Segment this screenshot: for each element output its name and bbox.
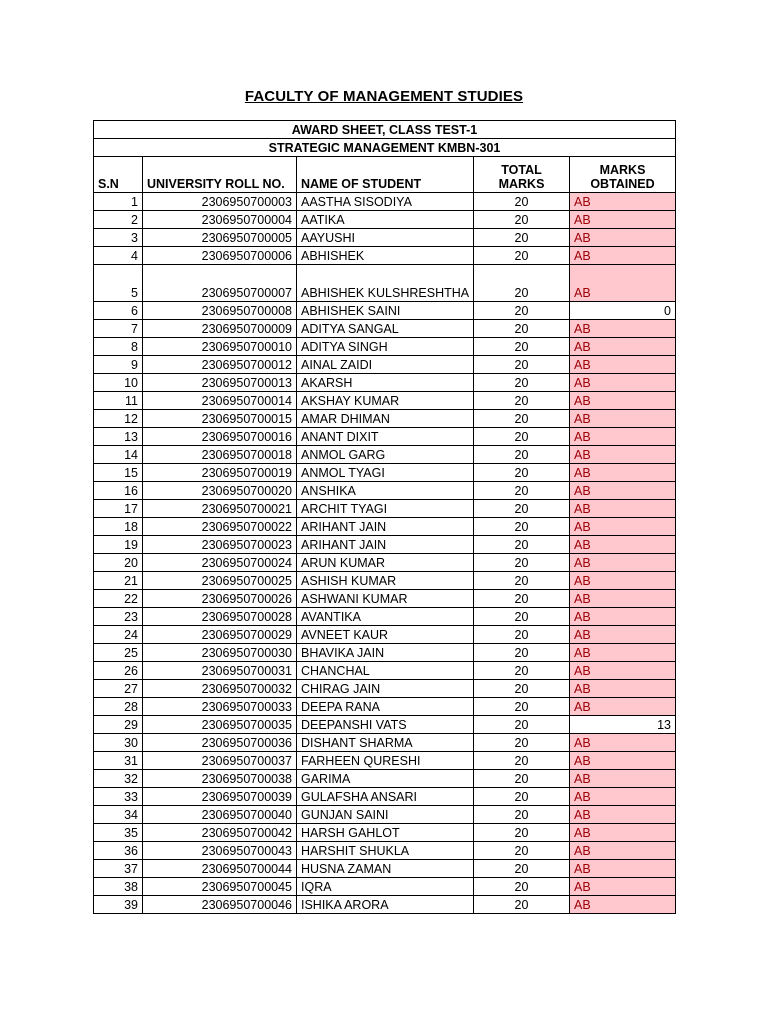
total-marks-cell: 20 xyxy=(474,644,570,662)
total-marks-cell: 20 xyxy=(474,464,570,482)
roll-no-cell: 2306950700025 xyxy=(143,572,297,590)
marks-obtained-cell: AB xyxy=(570,608,676,626)
marks-obtained-cell: AB xyxy=(570,320,676,338)
sn-cell: 31 xyxy=(94,752,143,770)
marks-obtained-cell: AB xyxy=(570,482,676,500)
student-name-cell: AASTHA SISODIYA xyxy=(297,193,474,211)
header-roll-no: UNIVERSITY ROLL NO. xyxy=(143,157,297,193)
student-name-cell: ANMOL TYAGI xyxy=(297,464,474,482)
marks-obtained-cell: AB xyxy=(570,410,676,428)
sn-cell: 20 xyxy=(94,554,143,572)
sn-cell: 15 xyxy=(94,464,143,482)
roll-no-cell: 2306950700022 xyxy=(143,518,297,536)
student-name-cell: ADITYA SINGH xyxy=(297,338,474,356)
roll-no-cell: 2306950700015 xyxy=(143,410,297,428)
roll-no-cell: 2306950700008 xyxy=(143,302,297,320)
sn-cell: 3 xyxy=(94,229,143,247)
roll-no-cell: 2306950700009 xyxy=(143,320,297,338)
table-row xyxy=(94,680,676,698)
student-name-cell: DEEPANSHI VATS xyxy=(297,716,474,734)
student-name-cell: ISHIKA ARORA xyxy=(297,896,474,914)
table-row xyxy=(94,229,676,247)
total-marks-cell: 20 xyxy=(474,878,570,896)
sn-cell: 4 xyxy=(94,247,143,265)
table-row xyxy=(94,500,676,518)
total-marks-cell: 20 xyxy=(474,716,570,734)
table-row xyxy=(94,536,676,554)
table-row xyxy=(94,698,676,716)
sn-cell: 9 xyxy=(94,356,143,374)
sn-cell: 19 xyxy=(94,536,143,554)
marks-obtained-cell: AB xyxy=(570,247,676,265)
roll-no-cell: 2306950700046 xyxy=(143,896,297,914)
sn-cell: 30 xyxy=(94,734,143,752)
marks-obtained-cell: AB xyxy=(570,211,676,229)
total-marks-cell: 20 xyxy=(474,428,570,446)
student-name-cell: ARUN KUMAR xyxy=(297,554,474,572)
table-row xyxy=(94,842,676,860)
total-marks-cell: 20 xyxy=(474,392,570,410)
table-row xyxy=(94,644,676,662)
roll-no-cell: 2306950700007 xyxy=(143,265,297,302)
marks-obtained-cell: AB xyxy=(570,770,676,788)
table-row xyxy=(94,896,676,914)
header-total-line1: TOTAL xyxy=(501,163,542,177)
total-marks-cell: 20 xyxy=(474,229,570,247)
roll-no-cell: 2306950700044 xyxy=(143,860,297,878)
student-name-cell: AKSHAY KUMAR xyxy=(297,392,474,410)
sn-cell: 39 xyxy=(94,896,143,914)
total-marks-cell: 20 xyxy=(474,374,570,392)
student-name-cell: AVANTIKA xyxy=(297,608,474,626)
student-name-cell: ABHISHEK KULSHRESHTHA xyxy=(297,265,474,302)
total-marks-cell: 20 xyxy=(474,770,570,788)
sn-cell: 14 xyxy=(94,446,143,464)
marks-obtained-cell: AB xyxy=(570,626,676,644)
table-row xyxy=(94,716,676,734)
column-header-row xyxy=(94,157,676,193)
marks-obtained-cell: AB xyxy=(570,464,676,482)
header-marks-obtained xyxy=(570,157,676,193)
student-name-cell: ARCHIT TYAGI xyxy=(297,500,474,518)
student-name-cell: DEEPA RANA xyxy=(297,698,474,716)
total-marks-cell: 20 xyxy=(474,842,570,860)
table-row xyxy=(94,608,676,626)
marks-obtained-cell: AB xyxy=(570,193,676,211)
marks-obtained-cell: AB xyxy=(570,698,676,716)
sn-cell: 32 xyxy=(94,770,143,788)
table-row xyxy=(94,392,676,410)
table-row xyxy=(94,193,676,211)
total-marks-cell: 20 xyxy=(474,320,570,338)
total-marks-cell: 20 xyxy=(474,626,570,644)
student-name-cell: AVNEET KAUR xyxy=(297,626,474,644)
marks-obtained-cell: AB xyxy=(570,752,676,770)
student-name-cell: AKARSH xyxy=(297,374,474,392)
table-row xyxy=(94,265,676,302)
table-row xyxy=(94,878,676,896)
table-row xyxy=(94,464,676,482)
table-row xyxy=(94,482,676,500)
roll-no-cell: 2306950700037 xyxy=(143,752,297,770)
student-name-cell: AMAR DHIMAN xyxy=(297,410,474,428)
sn-cell: 33 xyxy=(94,788,143,806)
roll-no-cell: 2306950700019 xyxy=(143,464,297,482)
student-name-cell: ABHISHEK xyxy=(297,247,474,265)
sn-cell: 37 xyxy=(94,860,143,878)
roll-no-cell: 2306950700036 xyxy=(143,734,297,752)
total-marks-cell: 20 xyxy=(474,265,570,302)
marks-obtained-cell: AB xyxy=(570,338,676,356)
roll-no-cell: 2306950700010 xyxy=(143,338,297,356)
student-name-cell: CHANCHAL xyxy=(297,662,474,680)
total-marks-cell: 20 xyxy=(474,734,570,752)
table-row xyxy=(94,824,676,842)
marks-obtained-cell: AB xyxy=(570,500,676,518)
student-name-cell: ADITYA SANGAL xyxy=(297,320,474,338)
sn-cell: 22 xyxy=(94,590,143,608)
sn-cell: 34 xyxy=(94,806,143,824)
subject-title: STRATEGIC MANAGEMENT KMBN-301 xyxy=(94,139,676,157)
sn-cell: 23 xyxy=(94,608,143,626)
marks-obtained-cell: AB xyxy=(570,860,676,878)
roll-no-cell: 2306950700016 xyxy=(143,428,297,446)
total-marks-cell: 20 xyxy=(474,356,570,374)
roll-no-cell: 2306950700013 xyxy=(143,374,297,392)
sn-cell: 7 xyxy=(94,320,143,338)
sn-cell: 28 xyxy=(94,698,143,716)
marks-obtained-cell: 13 xyxy=(570,716,676,734)
student-name-cell: GUNJAN SAINI xyxy=(297,806,474,824)
total-marks-cell: 20 xyxy=(474,806,570,824)
table-row xyxy=(94,860,676,878)
table-row xyxy=(94,446,676,464)
roll-no-cell: 2306950700045 xyxy=(143,878,297,896)
marks-obtained-cell: AB xyxy=(570,788,676,806)
total-marks-cell: 20 xyxy=(474,662,570,680)
student-name-cell: CHIRAG JAIN xyxy=(297,680,474,698)
total-marks-cell: 20 xyxy=(474,536,570,554)
sn-cell: 12 xyxy=(94,410,143,428)
page-title: FACULTY OF MANAGEMENT STUDIES xyxy=(244,88,524,105)
student-name-cell: ARIHANT JAIN xyxy=(297,518,474,536)
student-name-cell: ASHWANI KUMAR xyxy=(297,590,474,608)
roll-no-cell: 2306950700014 xyxy=(143,392,297,410)
student-name-cell: ANMOL GARG xyxy=(297,446,474,464)
table-row xyxy=(94,572,676,590)
roll-no-cell: 2306950700043 xyxy=(143,842,297,860)
marks-obtained-cell: AB xyxy=(570,734,676,752)
total-marks-cell: 20 xyxy=(474,752,570,770)
total-marks-cell: 20 xyxy=(474,247,570,265)
table-row xyxy=(94,374,676,392)
student-name-cell: AAYUSHI xyxy=(297,229,474,247)
header-total-line2: MARKS xyxy=(498,177,545,191)
sn-cell: 38 xyxy=(94,878,143,896)
sn-cell: 27 xyxy=(94,680,143,698)
marks-obtained-cell: AB xyxy=(570,446,676,464)
total-marks-cell: 20 xyxy=(474,302,570,320)
total-marks-cell: 20 xyxy=(474,896,570,914)
marks-obtained-cell: AB xyxy=(570,842,676,860)
marks-obtained-cell: AB xyxy=(570,392,676,410)
total-marks-cell: 20 xyxy=(474,410,570,428)
roll-no-cell: 2306950700020 xyxy=(143,482,297,500)
marks-obtained-cell: AB xyxy=(570,265,676,302)
marks-obtained-cell: AB xyxy=(570,896,676,914)
table-row xyxy=(94,590,676,608)
total-marks-cell: 20 xyxy=(474,554,570,572)
total-marks-cell: 20 xyxy=(474,482,570,500)
total-marks-cell: 20 xyxy=(474,211,570,229)
roll-no-cell: 2306950700033 xyxy=(143,698,297,716)
marks-obtained-cell: AB xyxy=(570,374,676,392)
sn-cell: 11 xyxy=(94,392,143,410)
total-marks-cell: 20 xyxy=(474,788,570,806)
table-row xyxy=(94,662,676,680)
marks-obtained-cell: AB xyxy=(570,536,676,554)
table-row xyxy=(94,356,676,374)
roll-no-cell: 2306950700026 xyxy=(143,590,297,608)
marks-obtained-cell: AB xyxy=(570,572,676,590)
marks-obtained-cell: AB xyxy=(570,590,676,608)
table-row xyxy=(94,626,676,644)
roll-no-cell: 2306950700042 xyxy=(143,824,297,842)
student-name-cell: AATIKA xyxy=(297,211,474,229)
student-name-cell: HARSH GAHLOT xyxy=(297,824,474,842)
sn-cell: 36 xyxy=(94,842,143,860)
sn-cell: 16 xyxy=(94,482,143,500)
sn-cell: 21 xyxy=(94,572,143,590)
marks-obtained-cell: AB xyxy=(570,680,676,698)
sn-cell: 13 xyxy=(94,428,143,446)
marks-obtained-cell: 0 xyxy=(570,302,676,320)
table-row xyxy=(94,554,676,572)
sn-cell: 8 xyxy=(94,338,143,356)
total-marks-cell: 20 xyxy=(474,608,570,626)
table-row xyxy=(94,410,676,428)
student-rows xyxy=(94,193,676,914)
roll-no-cell: 2306950700012 xyxy=(143,356,297,374)
marks-obtained-cell: AB xyxy=(570,229,676,247)
sn-cell: 29 xyxy=(94,716,143,734)
total-marks-cell: 20 xyxy=(474,590,570,608)
sn-cell: 17 xyxy=(94,500,143,518)
total-marks-cell: 20 xyxy=(474,338,570,356)
table-row xyxy=(94,788,676,806)
roll-no-cell: 2306950700030 xyxy=(143,644,297,662)
marks-obtained-cell: AB xyxy=(570,428,676,446)
roll-no-cell: 2306950700018 xyxy=(143,446,297,464)
total-marks-cell: 20 xyxy=(474,500,570,518)
student-name-cell: GULAFSHA ANSARI xyxy=(297,788,474,806)
table-row xyxy=(94,302,676,320)
sn-cell: 1 xyxy=(94,193,143,211)
student-name-cell: ANSHIKA xyxy=(297,482,474,500)
header-student-name: NAME OF STUDENT xyxy=(297,157,474,193)
sn-cell: 35 xyxy=(94,824,143,842)
roll-no-cell: 2306950700028 xyxy=(143,608,297,626)
roll-no-cell: 2306950700004 xyxy=(143,211,297,229)
table-row xyxy=(94,734,676,752)
total-marks-cell: 20 xyxy=(474,824,570,842)
student-name-cell: BHAVIKA JAIN xyxy=(297,644,474,662)
roll-no-cell: 2306950700035 xyxy=(143,716,297,734)
sn-cell: 24 xyxy=(94,626,143,644)
sn-cell: 18 xyxy=(94,518,143,536)
total-marks-cell: 20 xyxy=(474,572,570,590)
student-name-cell: ASHISH KUMAR xyxy=(297,572,474,590)
marks-obtained-cell: AB xyxy=(570,878,676,896)
roll-no-cell: 2306950700024 xyxy=(143,554,297,572)
header-marks-line2: OBTAINED xyxy=(590,177,655,191)
table-row xyxy=(94,247,676,265)
total-marks-cell: 20 xyxy=(474,193,570,211)
roll-no-cell: 2306950700006 xyxy=(143,247,297,265)
award-sheet-table xyxy=(93,120,676,914)
roll-no-cell: 2306950700023 xyxy=(143,536,297,554)
roll-no-cell: 2306950700005 xyxy=(143,229,297,247)
marks-obtained-cell: AB xyxy=(570,356,676,374)
sn-cell: 5 xyxy=(94,265,143,302)
table-row xyxy=(94,211,676,229)
table-row xyxy=(94,806,676,824)
sheet-title: AWARD SHEET, CLASS TEST-1 xyxy=(94,121,676,139)
total-marks-cell: 20 xyxy=(474,698,570,716)
roll-no-cell: 2306950700040 xyxy=(143,806,297,824)
student-name-cell: ABHISHEK SAINI xyxy=(297,302,474,320)
sn-cell: 6 xyxy=(94,302,143,320)
header-sn: S.N xyxy=(94,157,143,193)
total-marks-cell: 20 xyxy=(474,518,570,536)
total-marks-cell: 20 xyxy=(474,680,570,698)
sn-cell: 10 xyxy=(94,374,143,392)
student-name-cell: ARIHANT JAIN xyxy=(297,536,474,554)
sn-cell: 26 xyxy=(94,662,143,680)
marks-obtained-cell: AB xyxy=(570,662,676,680)
roll-no-cell: 2306950700039 xyxy=(143,788,297,806)
roll-no-cell: 2306950700029 xyxy=(143,626,297,644)
marks-obtained-cell: AB xyxy=(570,644,676,662)
total-marks-cell: 20 xyxy=(474,860,570,878)
roll-no-cell: 2306950700003 xyxy=(143,193,297,211)
student-name-cell: GARIMA xyxy=(297,770,474,788)
table-row xyxy=(94,770,676,788)
table-row xyxy=(94,428,676,446)
student-name-cell: IQRA xyxy=(297,878,474,896)
roll-no-cell: 2306950700038 xyxy=(143,770,297,788)
roll-no-cell: 2306950700032 xyxy=(143,680,297,698)
sn-cell: 25 xyxy=(94,644,143,662)
student-name-cell: HUSNA ZAMAN xyxy=(297,860,474,878)
header-total-marks xyxy=(474,157,570,193)
student-name-cell: AINAL ZAIDI xyxy=(297,356,474,374)
student-name-cell: HARSHIT SHUKLA xyxy=(297,842,474,860)
header-marks-line1: MARKS xyxy=(599,163,646,177)
table-row xyxy=(94,320,676,338)
student-name-cell: FARHEEN QURESHI xyxy=(297,752,474,770)
student-name-cell: DISHANT SHARMA xyxy=(297,734,474,752)
sn-cell: 2 xyxy=(94,211,143,229)
marks-obtained-cell: AB xyxy=(570,518,676,536)
roll-no-cell: 2306950700031 xyxy=(143,662,297,680)
table-row xyxy=(94,338,676,356)
marks-obtained-cell: AB xyxy=(570,806,676,824)
table-row xyxy=(94,752,676,770)
roll-no-cell: 2306950700021 xyxy=(143,500,297,518)
marks-obtained-cell: AB xyxy=(570,554,676,572)
marks-obtained-cell: AB xyxy=(570,824,676,842)
total-marks-cell: 20 xyxy=(474,446,570,464)
table-row xyxy=(94,518,676,536)
student-name-cell: ANANT DIXIT xyxy=(297,428,474,446)
